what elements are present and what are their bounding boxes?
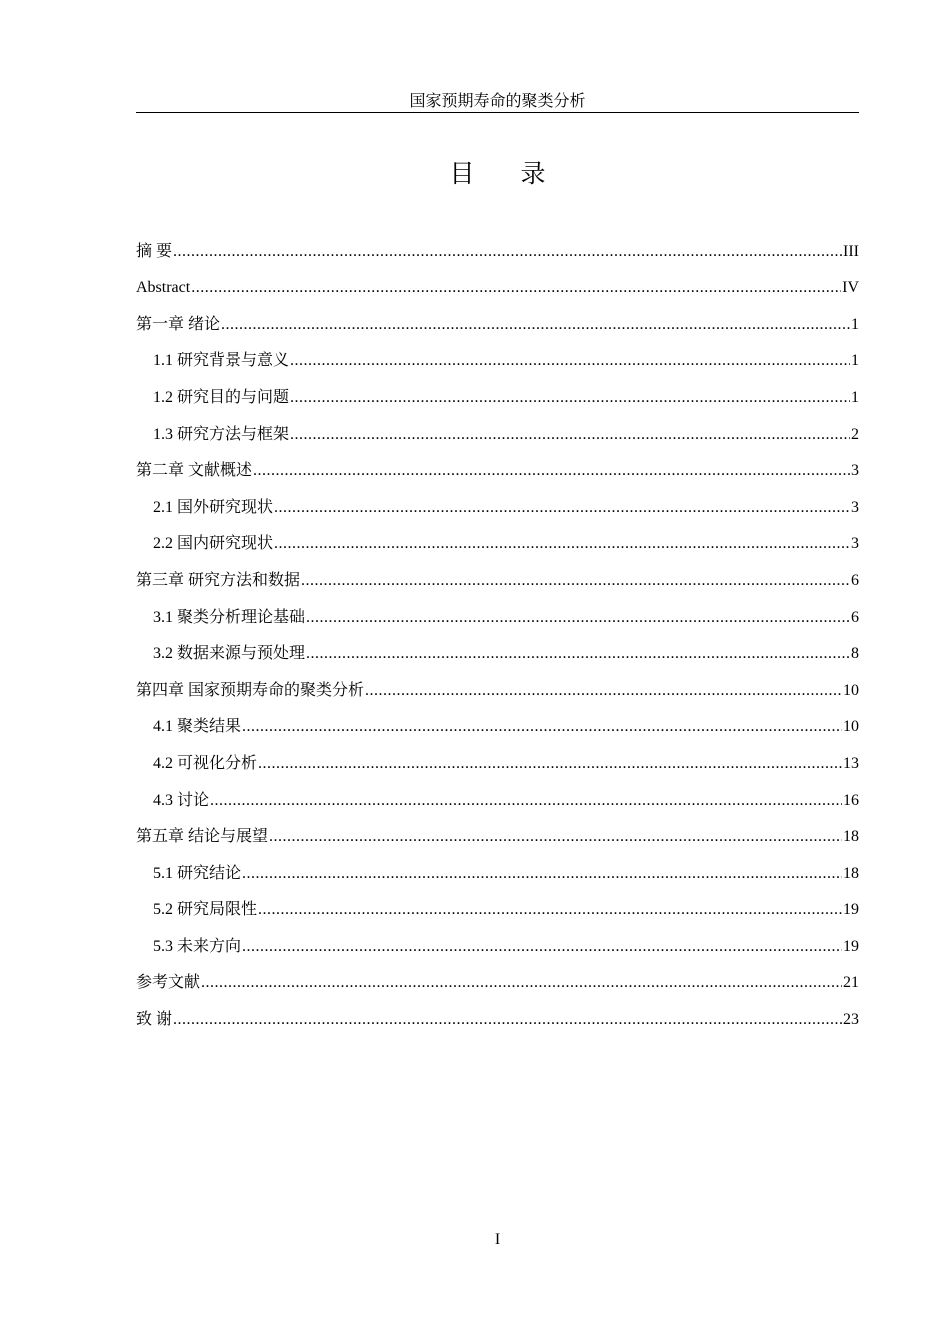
toc-entry-label: 4.1 聚类结果	[153, 718, 242, 736]
toc-entry-page: 19	[843, 901, 859, 919]
toc-entry-page: 18	[843, 864, 859, 882]
toc-entry-label: 3.1 聚类分析理论基础	[153, 608, 306, 626]
toc-entry-label: 摘 要	[136, 242, 173, 260]
toc-entry-label: 5.1 研究结论	[153, 864, 242, 882]
toc-entry[interactable]	[136, 847, 859, 884]
toc-dot-leader	[290, 425, 850, 445]
toc-entry-page: 18	[843, 828, 859, 846]
toc-dot-leader	[242, 717, 842, 737]
toc-title-left: 目	[449, 159, 475, 188]
toc-entry-label: 第三章 研究方法和数据	[136, 571, 301, 589]
toc-entry[interactable]	[136, 884, 859, 921]
toc-entry-label: 4.3 讨论	[153, 791, 210, 809]
toc-entry-label: 第一章 绪论	[136, 315, 221, 333]
toc-entry-page: 16	[843, 791, 859, 809]
toc-entry-page: 21	[843, 974, 859, 992]
toc-entry[interactable]	[136, 993, 859, 1030]
toc-entry-label: 4.2 可视化分析	[153, 754, 258, 772]
toc-entry-page: 23	[843, 1011, 859, 1029]
toc-dot-leader	[269, 827, 842, 847]
toc-entry-label: 5.3 未来方向	[153, 937, 242, 955]
toc-entry-label: 1.1 研究背景与意义	[153, 352, 290, 370]
running-header: 国家预期寿命的聚类分析	[409, 91, 586, 110]
toc-entry-page: 3	[851, 462, 859, 480]
toc-entry-page: 13	[843, 754, 859, 772]
toc-entry-label: Abstract	[136, 279, 191, 297]
toc-entry[interactable]	[136, 554, 859, 591]
toc-entry-label: 第四章 国家预期寿命的聚类分析	[136, 681, 365, 699]
toc-entry-page: 3	[851, 498, 859, 516]
toc-dot-leader	[306, 608, 850, 628]
toc-title	[136, 156, 859, 192]
toc-dot-leader	[301, 571, 850, 591]
toc-entry[interactable]	[136, 298, 859, 335]
toc-dot-leader	[242, 937, 842, 957]
toc-dot-leader	[253, 461, 850, 481]
toc-dot-leader	[258, 754, 842, 774]
toc-entry[interactable]	[136, 957, 859, 994]
toc-entry-label: 参考文献	[136, 974, 201, 992]
toc-entry-label: 2.2 国内研究现状	[153, 535, 274, 553]
toc-entry[interactable]	[136, 591, 859, 628]
toc-entry[interactable]	[136, 701, 859, 738]
toc-entry-page: 6	[851, 571, 859, 589]
toc-entry-page: 3	[851, 535, 859, 553]
toc-entry-page: 2	[851, 425, 859, 443]
toc-list	[136, 225, 859, 1030]
toc-dot-leader	[365, 681, 842, 701]
toc-entry[interactable]	[136, 371, 859, 408]
toc-dot-leader	[221, 315, 850, 335]
toc-entry-page: 10	[843, 718, 859, 736]
toc-entry-label: 2.1 国外研究现状	[153, 498, 274, 516]
toc-entry[interactable]	[136, 811, 859, 848]
toc-entry[interactable]	[136, 262, 859, 299]
toc-entry[interactable]	[136, 335, 859, 372]
toc-title-right: 录	[520, 159, 546, 188]
toc-entry[interactable]	[136, 920, 859, 957]
toc-entry[interactable]	[136, 518, 859, 555]
toc-entry[interactable]	[136, 774, 859, 811]
toc-entry-label: 1.2 研究目的与问题	[153, 388, 290, 406]
toc-entry[interactable]	[136, 664, 859, 701]
toc-dot-leader	[274, 534, 850, 554]
toc-entry-label: 3.2 数据来源与预处理	[153, 645, 306, 663]
toc-dot-leader	[173, 242, 842, 262]
toc-entry-page: IV	[842, 279, 859, 297]
toc-dot-leader	[306, 644, 850, 664]
toc-dot-leader	[173, 1010, 842, 1030]
toc-dot-leader	[201, 973, 842, 993]
toc-entry[interactable]	[136, 628, 859, 665]
toc-dot-leader	[274, 498, 850, 518]
toc-entry-page: 19	[843, 937, 859, 955]
toc-entry[interactable]	[136, 481, 859, 518]
toc-entry-page: 1	[851, 352, 859, 370]
page-number: I	[494, 1231, 501, 1248]
toc-entry-page: 8	[851, 645, 859, 663]
toc-entry-label: 1.3 研究方法与框架	[153, 425, 290, 443]
toc-entry-label: 致 谢	[136, 1011, 173, 1029]
toc-entry-label: 第五章 结论与展望	[136, 828, 269, 846]
toc-dot-leader	[290, 388, 850, 408]
toc-entry[interactable]	[136, 225, 859, 262]
toc-dot-leader	[258, 900, 842, 920]
toc-dot-leader	[210, 791, 842, 811]
toc-entry[interactable]	[136, 408, 859, 445]
toc-entry-page: 10	[843, 681, 859, 699]
toc-entry-page: 1	[851, 388, 859, 406]
toc-entry[interactable]	[136, 737, 859, 774]
toc-entry-label: 5.2 研究局限性	[153, 901, 258, 919]
toc-entry-label: 第二章 文献概述	[136, 462, 253, 480]
toc-dot-leader	[191, 278, 841, 298]
toc-entry[interactable]	[136, 445, 859, 482]
toc-entry-page: 6	[851, 608, 859, 626]
toc-entry-page: III	[843, 242, 859, 260]
toc-dot-leader	[290, 351, 850, 371]
header-rule	[136, 112, 859, 113]
toc-entry-page: 1	[851, 315, 859, 333]
toc-dot-leader	[242, 864, 842, 884]
